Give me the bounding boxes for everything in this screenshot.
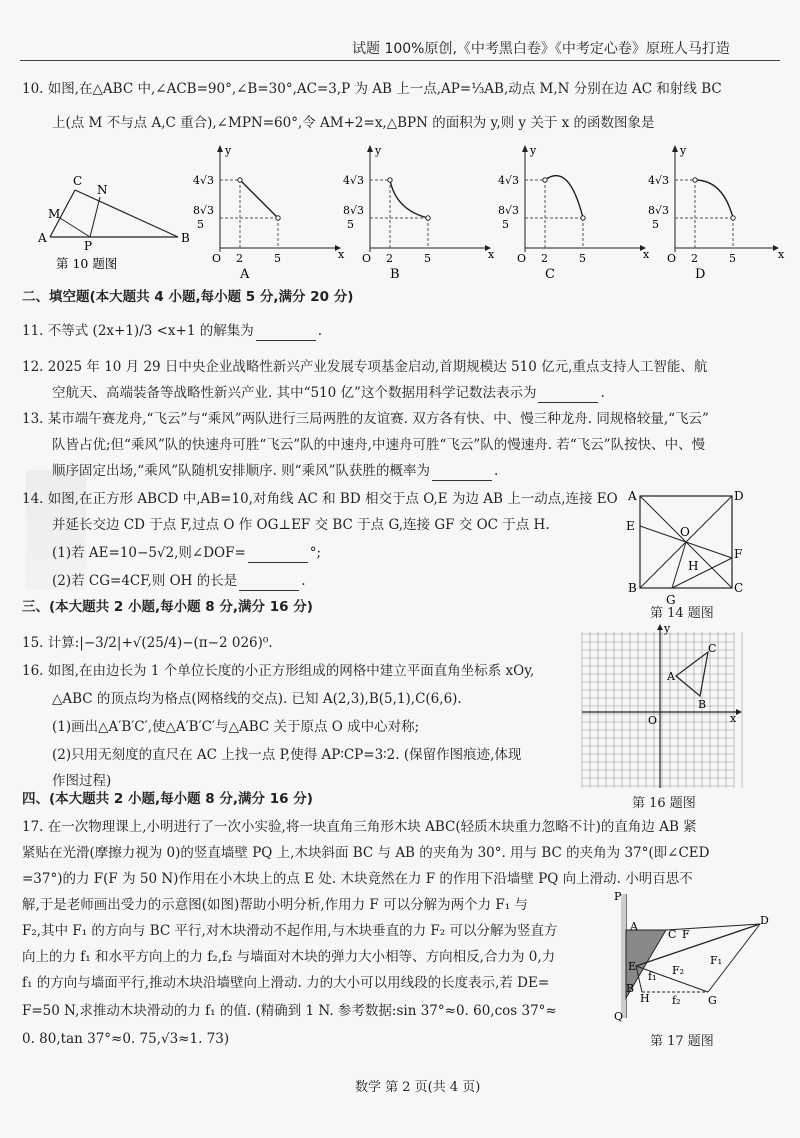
q11-text: 11. 不等式 (2x+1)/3 <x+1 的解集为 . — [22, 323, 323, 339]
q16-line1: 16. 如图,在由边长为 1 个单位长度的小正方形组成的网格中建立平面直角坐标系 xOy, — [22, 663, 535, 679]
gA-ymid: 8√3 — [193, 204, 215, 217]
q16-y: y — [664, 622, 671, 635]
option-C: C — [545, 267, 555, 280]
q16-line4: (2)只用无刻度的直尺在 AC 上找一点 P,使得 AP∶CP=3∶2. (保留作图痕迹,体现 — [52, 747, 522, 763]
q14-sub2-end: . — [301, 573, 306, 589]
gD-yden: 5 — [652, 218, 659, 231]
q17-B: B — [626, 982, 635, 995]
gB-x: x — [488, 248, 495, 261]
q14-blank1 — [248, 550, 308, 563]
q14-line1: 14. 如图,在正方形 ABCD 中,AB=10,对角线 AC 和 BD 相交于点 O,E 为边 AB 上一动点,连接 EO — [22, 491, 618, 507]
gD-2: 2 — [691, 252, 698, 265]
q17-G: G — [708, 994, 717, 1007]
section-2-heading: 二、填空题(本大题共 4 小题,每小题 5 分,满分 20 分) — [22, 289, 354, 305]
q16-A: A — [667, 670, 675, 683]
page-footer: 数学 第 2 页(共 4 页) — [355, 1080, 481, 1095]
q14-blank2 — [239, 578, 299, 591]
q14-sub1-end: °; — [309, 545, 322, 561]
q17-force-figure — [612, 888, 772, 1028]
q14-H: H — [688, 559, 699, 573]
q10-triangle-figure — [37, 174, 190, 271]
q11-body: 11. 不等式 (2x+1)/3 <x+1 的解集为 — [22, 323, 254, 339]
lbl-P: P — [84, 239, 93, 253]
q14-D: D — [734, 489, 744, 503]
q17-f2: f₂ — [672, 994, 681, 1007]
gB-2: 2 — [386, 252, 393, 265]
q16-x: x — [730, 712, 737, 725]
q12-line1: 12. 2025 年 10 月 29 日中央企业战略性新兴产业发展专项基金启动,首期规模达 510 亿元,重点支持人工智能、航 — [22, 359, 708, 375]
q17-F1: F₁ — [710, 954, 723, 967]
lbl-B: B — [181, 231, 190, 245]
q16-fig-caption: 第 16 题图 — [632, 796, 696, 811]
gD-ytop: 4√3 — [648, 174, 670, 187]
q17-line3: =37°)的力 F(F 为 50 N)作用在小木块上的点 E 处. 木块竟然在力 F 的作用下沿墙壁 PQ 向上滑动. 小明百思不 — [22, 871, 693, 887]
gC-2: 2 — [541, 252, 548, 265]
q17-line5: F₂,其中 F₁ 的方向与 BC 平行,对木块滑动不起作用,与木块垂直的力 F₂ 可以分解为竖直方 — [22, 923, 558, 939]
lbl-C: C — [73, 174, 83, 188]
q14-C: C — [734, 581, 744, 595]
gB-y: y — [375, 144, 382, 157]
q16-line5: 作图过程) — [52, 773, 112, 789]
q17-P: P — [614, 890, 622, 903]
gC-5: 5 — [579, 252, 586, 265]
lbl-M: M — [48, 207, 61, 221]
q17-line8: F=50 N,求推动木块滑动的力 f₁ 的值. (精确到 1 N. 参考数据:sin 37°≈0. 60,cos 37°≈ — [22, 1003, 557, 1019]
option-A: A — [240, 267, 250, 280]
gC-ytop: 4√3 — [498, 174, 520, 187]
gD-5: 5 — [729, 252, 736, 265]
gC-ymid: 8√3 — [498, 204, 520, 217]
q17-line7: f₁ 的方向与墙面平行,推动木块沿墙壁向上滑动. 力的大小可以用线段的长度表示,若 DE= — [22, 975, 550, 991]
q13-line2: 队皆占优;但“乘风”队的快速舟可胜“飞云”队的中速舟,中速舟可胜“飞云”队的慢速舟. 若“飞云”队按快、中、慢 — [52, 437, 706, 453]
gB-O: O — [362, 252, 372, 265]
q17-F2: F₂ — [672, 964, 685, 977]
q17-F: F — [682, 928, 690, 941]
option-D: D — [695, 267, 706, 280]
graph-D — [672, 145, 779, 252]
q14-square-figure — [620, 488, 750, 618]
q17-H: H — [640, 992, 650, 1005]
gB-5: 5 — [424, 252, 431, 265]
q17-A: A — [630, 920, 638, 933]
q16-line2: △ABC 的顶点均为格点(网格线的交点). 已知 A(2,3),B(5,1),C(6,6). — [52, 691, 462, 707]
q12-line2-text: 空航天、高端装备等战略性新兴产业. 其中“510 亿”这个数据用科学记数法表示为 — [52, 385, 537, 401]
section-3-heading: 三、(本大题共 2 小题,每小题 8 分,满分 16 分) — [22, 599, 313, 615]
q13-blank — [432, 468, 492, 481]
q16-grid-figure — [578, 622, 748, 792]
q10-figures — [30, 140, 790, 280]
q12-blank — [538, 390, 598, 403]
gD-ymid: 8√3 — [648, 204, 670, 217]
gD-O: O — [667, 252, 677, 265]
gC-yden: 5 — [502, 218, 509, 231]
lbl-N: N — [97, 183, 108, 197]
q16-B: B — [698, 698, 707, 711]
header-rule — [20, 60, 780, 61]
lbl-A: A — [38, 231, 47, 245]
q13-line3: 顺序固定出场,“乘风”队随机安排顺序. 则“乘风”队获胜的概率为 . — [52, 463, 499, 479]
q13-line1: 13. 某市端午赛龙舟,“飞云”与“乘风”两队进行三局两胜的友谊赛. 双方各有快、中、慢三种龙舟. 同规格较量,“飞云” — [22, 411, 709, 427]
q17-line2: 紧贴在光滑(摩擦力视为 0)的竖直墙壁 PQ 上,木块斜面 BC 与 AB 的夹角为 30°. 用与 BC 的夹角为 37°(即∠CED — [22, 845, 710, 861]
q12-line2: 空航天、高端装备等战略性新兴产业. 其中“510 亿”这个数据用科学记数法表示为 . — [52, 385, 605, 401]
q15-text: 15. 计算:|−3/2|+√(25/4)−(π−2 026)⁰. — [22, 635, 273, 651]
gC-y: y — [530, 144, 537, 157]
q17-C: C — [668, 928, 677, 941]
q14-sub2-text: (2)若 CG=4CF,则 OH 的长是 — [52, 573, 238, 589]
q14-fig-caption: 第 14 题图 — [650, 606, 714, 621]
q14-O: O — [680, 525, 690, 539]
q17-line6: 向上的力 f₁ 和水平方向上的力 f₂,f₂ 与墙面对木块的弹力大小相等、方向相反,合力为 0,力 — [22, 949, 556, 965]
q14-line2: 并延长交边 CD 于点 F,过点 O 作 OG⊥EF 交 BC 于点 G,连接 GF 交 OC 于点 H. — [52, 517, 550, 533]
gB-ymid: 8√3 — [343, 204, 365, 217]
gD-y: y — [680, 144, 687, 157]
q14-sub1-text: (1)若 AE=10−5√2,则∠DOF= — [52, 545, 246, 561]
q17-f1: f₁ — [648, 970, 657, 983]
page-header: 试题 100%原创,《中考黑白卷》《中考定心卷》原班人马打造 — [352, 41, 730, 57]
gA-y: y — [225, 144, 232, 157]
gB-ytop: 4√3 — [343, 174, 365, 187]
gA-ytop: 4√3 — [193, 174, 215, 187]
q16-O: O — [648, 714, 658, 727]
gA-2: 2 — [236, 252, 243, 265]
q17-line4: 解,于是老师画出受力的示意图(如图)帮助小明分析,作用力 F 可以分解为两个力 F₁ 与 — [22, 897, 528, 913]
graph-A — [217, 145, 341, 252]
gC-O: O — [517, 252, 527, 265]
gA-yden: 5 — [197, 218, 204, 231]
q16-line3: (1)画出△A′B′C′,使△A′B′C′与△ABC 关于原点 O 成中心对称; — [52, 719, 420, 735]
gB-yden: 5 — [347, 218, 354, 231]
q14-F: F — [734, 547, 743, 561]
q14-A: A — [628, 489, 637, 503]
q13-line3-text: 顺序固定出场,“乘风”队随机安排顺序. 则“乘风”队获胜的概率为 — [52, 463, 430, 479]
q10-fig-caption: 第 10 题图 — [56, 256, 118, 271]
q17-D: D — [760, 914, 769, 927]
q11-blank — [256, 328, 316, 341]
section-4-heading: 四、(本大题共 2 小题,每小题 8 分,满分 16 分) — [22, 791, 313, 807]
gC-x: x — [643, 248, 650, 261]
gA-5: 5 — [274, 252, 281, 265]
gA-O: O — [212, 252, 222, 265]
q17-line1: 17. 在一次物理课上,小明进行了一次小实验,将一块直角三角形木块 ABC(轻质木块重力忽略不计)的直角边 AB 紧 — [22, 819, 697, 835]
q17-Q: Q — [614, 1010, 624, 1023]
q14-sub1 — [52, 544, 321, 563]
q16-C: C — [708, 642, 717, 655]
gD-x: x — [778, 248, 785, 261]
graph-C — [522, 145, 646, 252]
graph-B — [367, 145, 491, 252]
q14-sub2 — [52, 572, 306, 591]
q17-fig-caption: 第 17 题图 — [650, 1034, 714, 1049]
q10-line2: 上(点 M 不与点 A,C 重合),∠MPN=60°,令 AM+2=x,△BPN 的面积为 y,则 y 关于 x 的函数图象是 — [52, 115, 655, 131]
option-B: B — [390, 267, 400, 280]
q10-line1: 10. 如图,在△ABC 中,∠ACB=90°,∠B=30°,AC=3,P 为 AB 上一点,AP=⅓AB,动点 M,N 分别在边 AC 和射线 BC — [22, 81, 722, 97]
q14-E: E — [626, 519, 635, 533]
q14-B: B — [628, 581, 637, 595]
gA-x: x — [338, 248, 345, 261]
q17-line9: 0. 80,tan 37°≈0. 75,√3≈1. 73) — [22, 1031, 230, 1047]
q14-G: G — [666, 593, 676, 607]
q17-E: E — [628, 960, 637, 973]
